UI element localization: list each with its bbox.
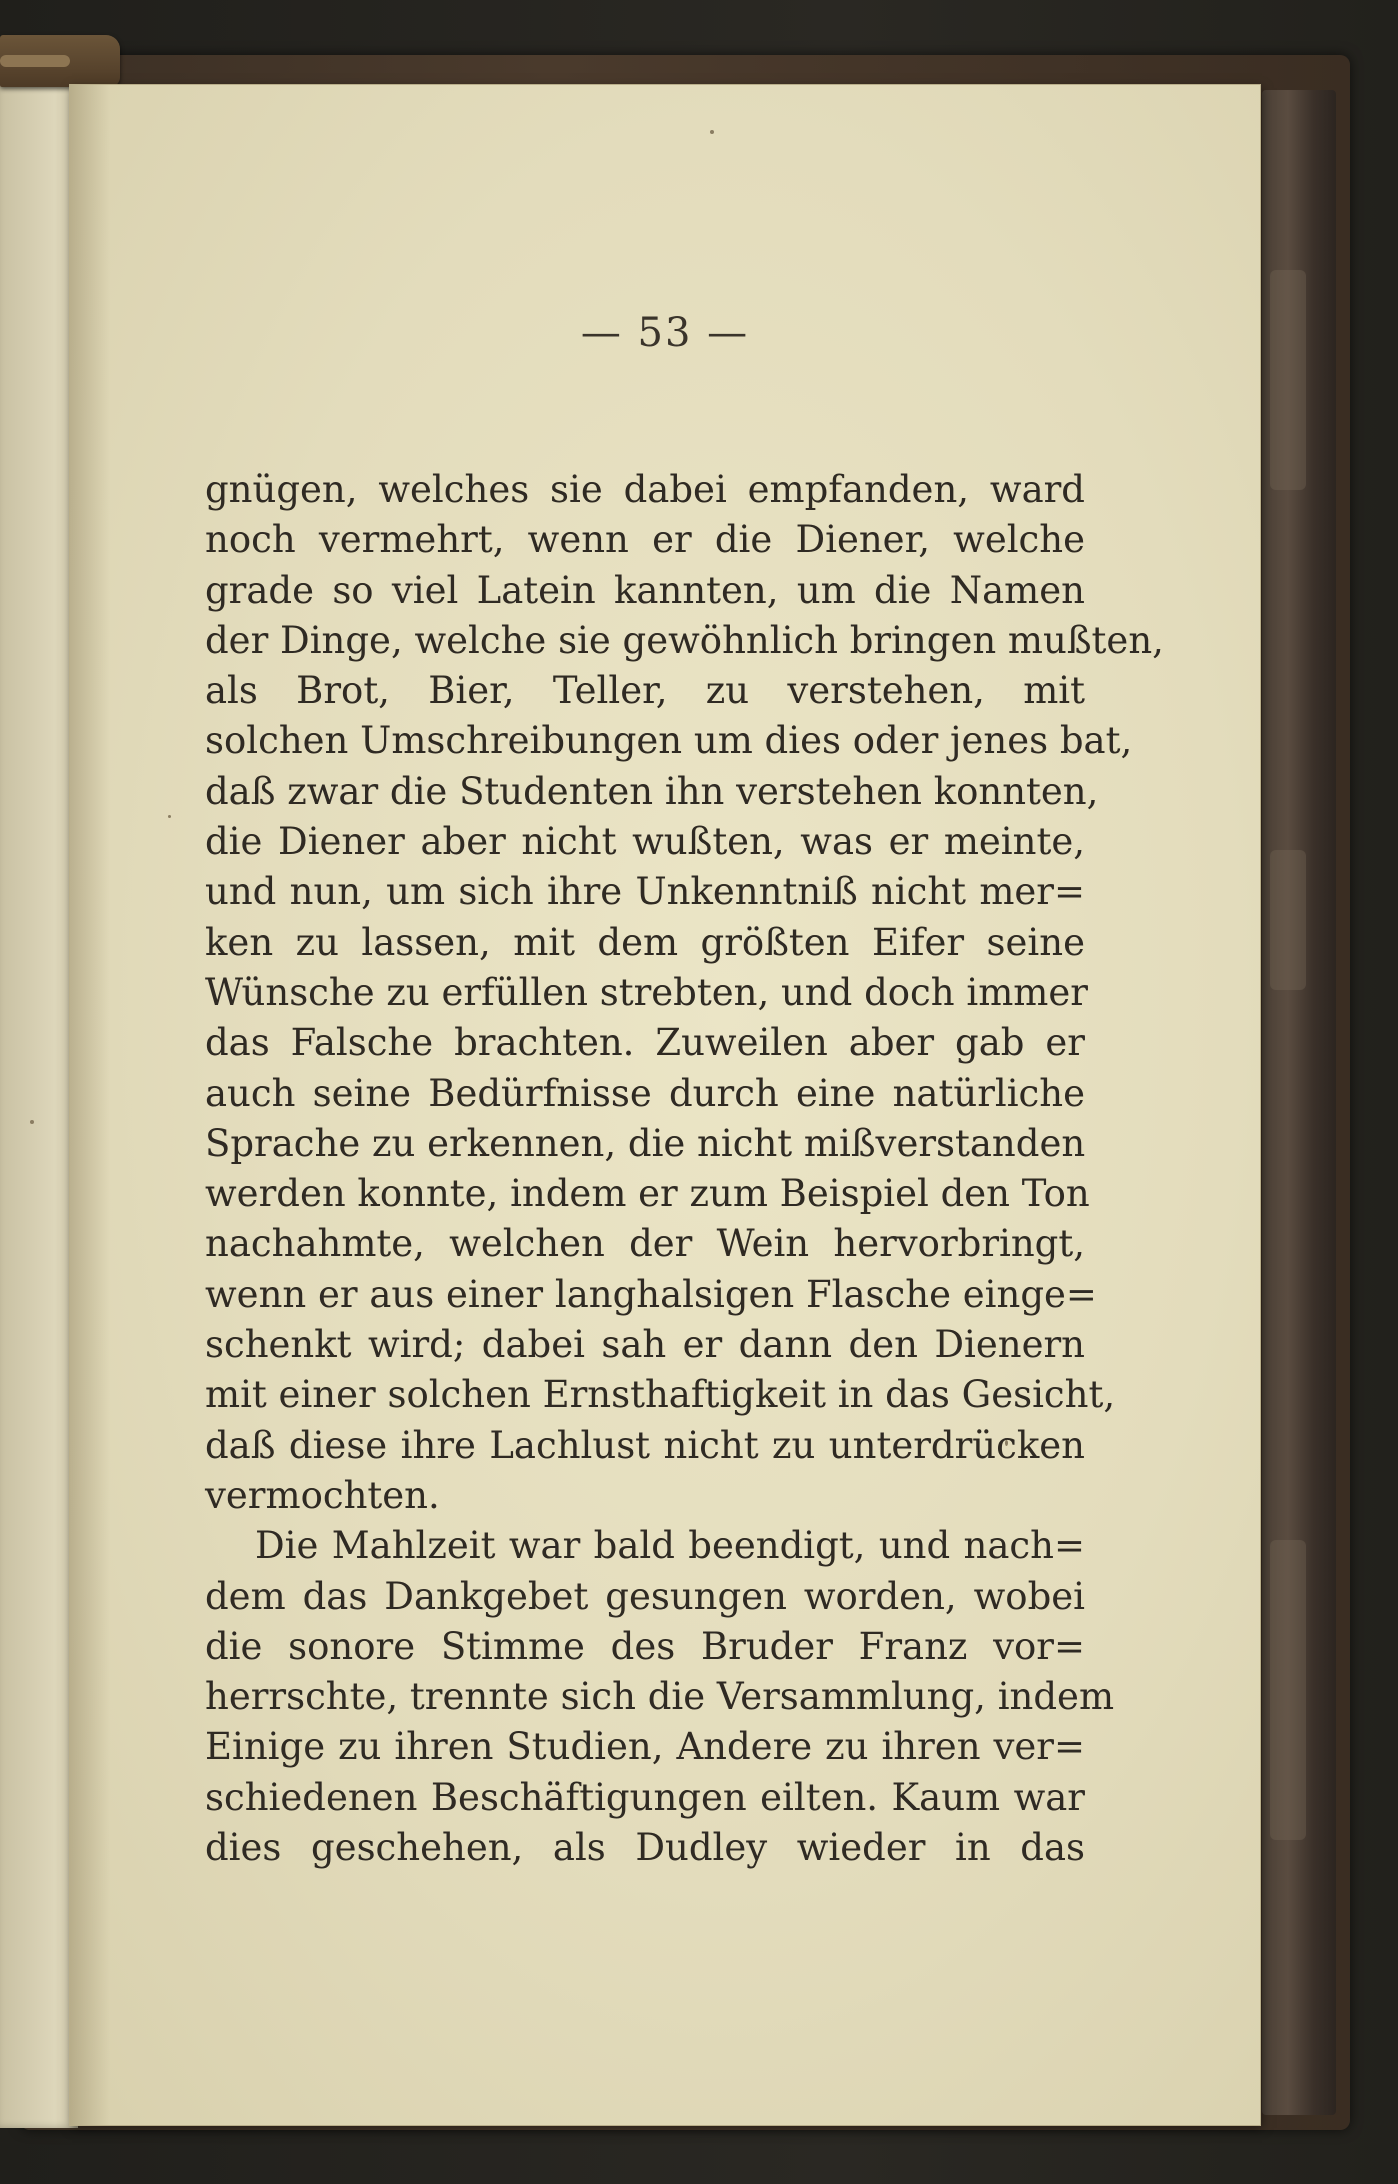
text-line: nachahmte, welchen der Wein hervorbringt, xyxy=(205,1222,1085,1266)
text-line: herrschte, trennte sich die Versammlung, indem xyxy=(205,1675,1115,1719)
text-line: daß diese ihre Lachlust nicht zu unterdrücken xyxy=(205,1423,1085,1467)
page-number: — 53 — xyxy=(580,310,750,356)
text-line: noch vermehrt, wenn er die Diener, welche xyxy=(205,518,1085,562)
text-line: daß zwar die Studenten ihn verstehen konnten, xyxy=(205,769,1099,813)
text-line: als Brot, Bier, Teller, zu verstehen, mit xyxy=(205,669,1085,713)
facing-page-edge xyxy=(0,80,78,2128)
book-page xyxy=(70,85,1260,2125)
text-line: werden konnte, indem er zum Beispiel den Ton xyxy=(205,1172,1090,1216)
text-line: Einige zu ihren Studien, Andere zu ihren ver= xyxy=(205,1725,1085,1769)
text-line: das Falsche brachten. Zuweilen aber gab er xyxy=(205,1021,1085,1065)
text-line: die sonore Stimme des Bruder Franz vor= xyxy=(205,1624,1085,1668)
text-line: vermochten. xyxy=(205,1473,440,1517)
text-line: der Dinge, welche sie gewöhnlich bringen mußten, xyxy=(205,618,1164,662)
text-line: ken zu lassen, mit dem größten Eifer seine xyxy=(205,920,1085,964)
text-line: wenn er aus einer langhalsigen Flasche einge= xyxy=(205,1272,1097,1316)
gutter-shadow xyxy=(70,85,110,2125)
text-line: schiedenen Beschäftigungen eilten. Kaum war xyxy=(205,1775,1085,1819)
text-line: dem das Dankgebet gesungen worden, wobei xyxy=(205,1574,1085,1618)
text-line: gnügen, welches sie dabei empfanden, ward xyxy=(205,468,1085,511)
text-line: mit einer solchen Ernsthaftigkeit in das Gesicht, xyxy=(205,1373,1116,1417)
text-line: und nun, um sich ihre Unkenntniß nicht mer= xyxy=(205,870,1085,914)
text-line: solchen Umschreibungen um dies oder jenes bat, xyxy=(205,719,1133,763)
cover-wear xyxy=(1270,850,1306,990)
text-line: auch seine Bedürfnisse durch eine natürliche xyxy=(205,1071,1085,1115)
paper-speck xyxy=(30,1120,34,1124)
paper-speck xyxy=(710,130,714,134)
text-line: Sprache zu erkennen, die nicht mißverstanden xyxy=(205,1121,1086,1165)
text-line: schenkt wird; dabei sah er dann den Dienern xyxy=(205,1323,1085,1367)
text-line: Wünsche zu erfüllen strebten, und doch immer xyxy=(205,970,1088,1014)
body-text xyxy=(205,465,1164,1873)
cover-wear xyxy=(1270,1540,1306,1840)
cover-wear xyxy=(1270,270,1306,490)
text-line: Die Mahlzeit war bald beendigt, und nach= xyxy=(255,1524,1085,1568)
binding-cord xyxy=(0,55,70,67)
text-line: grade so viel Latein kannten, um die Namen xyxy=(205,568,1085,612)
text-line: dies geschehen, als Dudley wieder in das xyxy=(205,1826,1085,1870)
paper-speck xyxy=(168,815,171,818)
text-line: die Diener aber nicht wußten, was er meinte, xyxy=(205,820,1085,864)
cover-edge xyxy=(1262,90,1336,2115)
